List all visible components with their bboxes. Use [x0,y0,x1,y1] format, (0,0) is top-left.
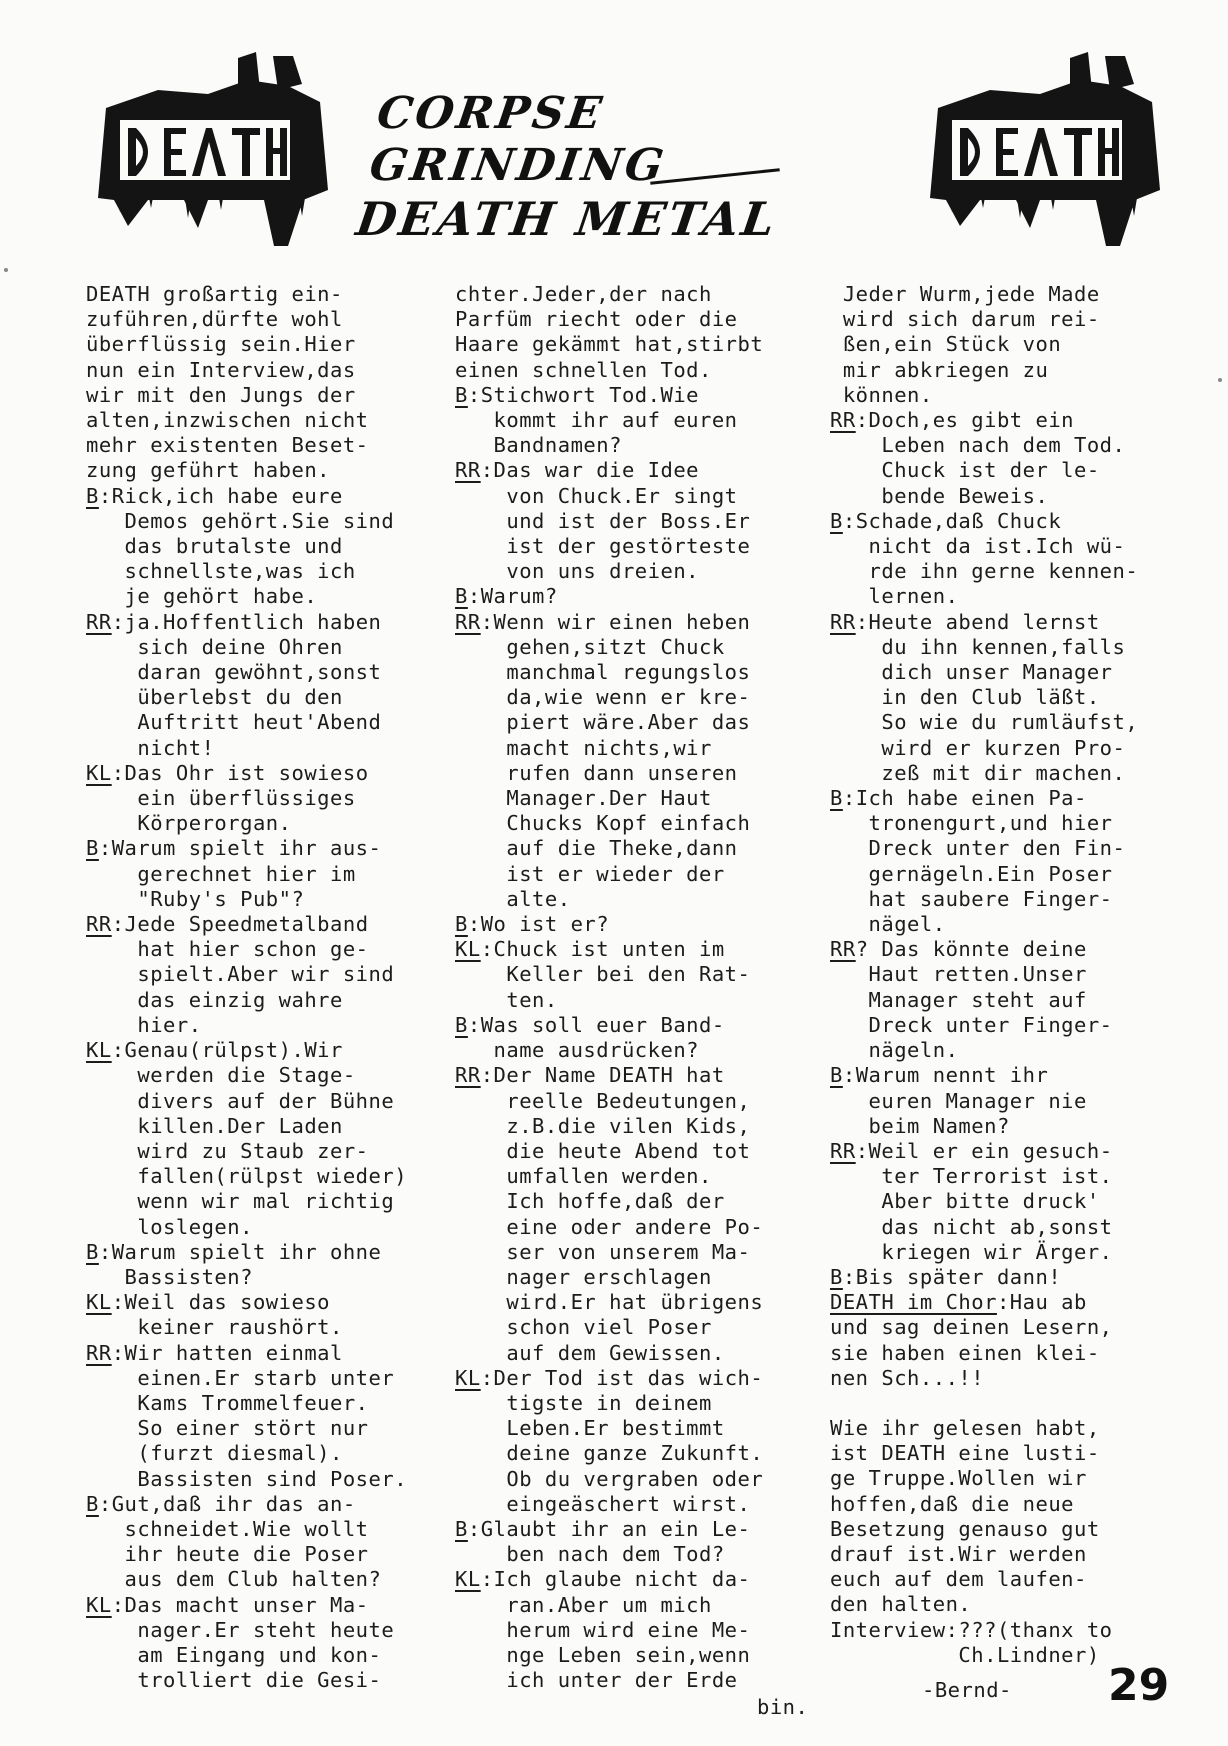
closing-paragraph: Wie ihr gelesen habt, ist DEATH eine lusti- ge Truppe.Wollen wir hoffen,daß die neue Besetzung genauso gut drauf ist.Wir werden euch auf dem laufen- den halten. [830,1415,1100,1617]
speaker-tag: RR [86,912,112,937]
interview-entry [455,584,825,609]
entry-text: Warum nennt ihr euren Manager nie beim Namen? [855,1063,1087,1138]
interview-entry [830,610,1170,786]
speaker-tag: B [830,1063,843,1088]
speaker-separator: : [480,1567,494,1592]
speaker-separator: : [480,1063,494,1088]
text-column-2 [455,282,825,1693]
speaker-tag: KL [86,1592,112,1617]
speaker-separator: : [111,609,125,634]
page-number: 29 [1108,1660,1170,1711]
speaker-tag: RR [455,458,481,483]
speaker-tag: B [455,912,468,937]
entry-text: Wenn wir einen heben gehen,sitzt Chuck manchmal regungslos da,wie wenn er kre- piert wäre.Aber das macht nichts,wir rufen dann unseren Manager.Der Haut Chucks Kopf einfach auf die Theke,dann ist er wieder der alte. [493,609,751,911]
interview-entry [830,1063,1170,1139]
interview-entry [830,1290,1170,1391]
entry-text: Weil er ein gesuch- ter Terrorist ist. Aber bitte druck' das nicht ab,sonst kriegen wir Ärger. [868,1138,1113,1264]
interview-entry [455,937,825,1013]
speaker-tag: DEATH im Chor [830,1290,997,1315]
entry-text: Heute abend lernst du ihn kennen,falls dich unser Manager in den Club läßt. So wie du rumläufst, wird er kurzen Pro- zeß mit dir machen. [868,609,1139,785]
speaker-separator: : [111,912,125,937]
interview-entry [830,1265,1170,1290]
entry-text: Der Name DEATH hat reelle Bedeutungen, z.B.die vilen Kids, die heute Abend tot umfallen werden. Ich hoffe,daß der eine oder andere Po- ser von unserem Ma- nager erschlagen wird.Er hat übrigens schon viel Poser auf dem Gewissen. [493,1063,764,1365]
entry-text: Ich glaube nicht da- ran.Aber um mich herum wird eine Me- nge Leben sein,wenn ich unter der Erde [493,1567,751,1693]
interview-entry [86,1341,456,1492]
speaker-tag: KL [455,1567,481,1592]
interview-entry [455,610,825,912]
interview-entry [86,1240,456,1290]
speaker-separator: : [480,937,494,962]
interview-entry [455,1517,825,1567]
interview-entries [455,383,825,1694]
speaker-separator: : [480,1365,494,1390]
interview-entry [455,383,825,459]
speaker-separator: : [842,1063,856,1088]
speaker-tag: B [455,584,468,609]
speaker-tag: RR [455,1063,481,1088]
speaker-separator: : [98,483,112,508]
entry-text: Warum spielt ihr ohne Bassisten? [111,1239,382,1289]
speaker-tag: KL [455,937,481,962]
interview-entry [830,937,1170,1063]
interview-entries [830,408,1170,1391]
scan-speck [4,268,8,272]
speaker-tag: B [455,1516,468,1541]
speaker-separator: : [855,609,869,634]
speaker-tag: B [455,382,468,407]
entry-text: Das war die Idee von Chuck.Er singt und ist der Boss.Er ist der gestörteste von uns dreien. [493,458,751,584]
interview-entry [830,786,1170,937]
entry-text: Das macht unser Ma- nager.Er steht heute am Eingang und kon- trolliert die Gesi- [124,1592,395,1693]
speaker-tag: B [86,1491,99,1516]
entry-text: Ich habe einen Pa- tronengurt,und hier Dreck unter den Fin- gernägeln.Ein Poser hat saubere Finger- nägel. [855,786,1126,937]
entry-text: Schade,daß Chuck nicht da ist.Ich wü- rde ihn gerne kennen- lernen. [855,508,1139,609]
entry-text: Das könnte deine Haut retten.Unser Manager steht auf Dreck unter Finger- nägeln. [868,937,1113,1063]
entry-text: Warum? [480,584,558,609]
speaker-tag: RR [830,937,856,962]
speaker-tag: KL [455,1365,481,1390]
speaker-separator: : [98,836,112,861]
interview-entry [86,484,456,610]
speaker-tag: RR [455,609,481,634]
interview-entries [86,484,456,1694]
interview-entry [86,610,456,761]
speaker-separator: : [467,1012,481,1037]
entry-text: Bis später dann! [855,1264,1062,1289]
interview-entry [455,1366,825,1517]
interview-entry [86,836,456,912]
entry-text: Gut,daß ihr das an- schneidet.Wie wollt ihr heute die Poser aus dem Club halten? [111,1491,382,1592]
speaker-separator: : [111,1038,125,1063]
article-headline [352,88,841,246]
speaker-tag: KL [86,760,112,785]
entry-text: Rick,ich habe eure Demos gehört.Sie sind das brutalste und schnellste,was ich je gehört habe. [111,483,395,609]
speaker-separator: : [111,1592,125,1617]
interview-entry [830,509,1170,610]
speaker-tag: B [830,1264,843,1289]
entry-text: Was soll euer Band- name ausdrücken? [480,1012,725,1063]
speaker-separator: : [480,458,494,483]
speaker-separator: : [467,584,481,609]
speaker-separator: : [111,1290,125,1315]
speaker-separator: : [855,408,869,433]
speaker-separator: : [842,786,856,811]
entry-text: Chuck ist unten im Keller bei den Rat- ten. [493,937,751,1012]
intro-paragraph: DEATH großartig ein- zuführen,dürfte wohl überflüssig sein.Hier nun ein Interview,das wir mit den Jungs der alten,inzwischen nicht mehr existenten Beset- zung geführt haben. [86,282,369,483]
interview-entry [86,1593,456,1694]
speaker-tag: KL [86,1290,112,1315]
speaker-tag: RR [86,609,112,634]
speaker-separator: : [996,1290,1010,1315]
death-logo-art [88,50,338,250]
speaker-tag: B [86,483,99,508]
speaker-tag: RR [86,1340,112,1365]
speaker-separator: : [111,760,125,785]
text-column-1 [86,282,456,1693]
speaker-separator: : [480,609,494,634]
entry-text: Doch,es gibt ein Leben nach dem Tod. Chuck ist der le- bende Beweis. [868,408,1126,508]
entry-text: Hau ab und sag deinen Lesern, sie haben einen klei- nen Sch...!! [830,1290,1113,1390]
interview-entry [86,1038,456,1240]
speaker-tag: B [830,786,843,811]
speaker-tag: B [455,1012,468,1037]
entry-text: Weil das sowieso keiner raushört. [124,1290,343,1340]
entry-text: Das Ohr ist sowieso ein überflüssiges Körperorgan. [124,760,369,836]
speaker-tag: B [830,508,843,533]
speaker-separator: : [855,1138,869,1163]
interview-entry [830,1139,1170,1265]
entry-text: Warum spielt ihr aus- gerechnet hier im "Ruby's Pub"? [111,836,382,911]
speaker-separator: : [111,1340,125,1365]
interview-credit: Interview:???(thanx to Ch.Lindner) [830,1617,1113,1667]
speaker-separator: : [98,1491,112,1516]
speaker-separator: : [467,382,481,407]
paragraph-gap [830,1391,1170,1416]
speaker-tag: KL [86,1038,112,1063]
speaker-separator: ? [855,937,869,962]
entry-text: Genau(rülpst).Wir werden die Stage- divers auf der Bühne killen.Der Laden wird zu Staub zer- fallen(rülpst wieder) wenn wir mal richtig loslegen. [124,1038,408,1239]
author-signature: -Bernd- [922,1678,1012,1702]
interview-entry [86,912,456,1038]
speaker-tag: RR [830,408,856,433]
speaker-tag: RR [830,1138,856,1163]
death-logo-right [920,50,1170,250]
scan-speck [1218,378,1222,382]
speaker-tag: B [86,1239,99,1264]
speaker-tag: RR [830,609,856,634]
speaker-tag: B [86,836,99,861]
speaker-separator: : [98,1239,112,1264]
interview-entry [86,1492,456,1593]
headline-line-1: CORPSE GRINDING [366,88,670,191]
entry-text: Stichwort Tod.Wie kommt ihr auf euren Bandnamen? [480,382,738,458]
entry-text: Wo ist er? [480,912,610,937]
speaker-separator: : [467,912,481,937]
headline-line-2: DEATH METAL [352,192,782,246]
continued-word: bin. [757,1695,809,1719]
interview-entry [86,1290,456,1340]
entry-text: Jede Speedmetalband hat hier schon ge- spielt.Aber wir sind das einzig wahre hier. [124,912,395,1037]
death-logo-left [88,50,338,250]
interview-entry [455,1013,825,1063]
continued-paragraph: Jeder Wurm,jede Made wird sich darum rei- ßen,ein Stück von mir abkriegen zu können. [842,282,1100,407]
interview-entry [455,1567,825,1693]
interview-entry [86,761,456,837]
entry-text: Wir hatten einmal einen.Er starb unter Kams Trommelfeuer. So einer stört nur (furzt diesmal). Bassisten sind Poser. [124,1340,408,1491]
interview-entry [455,912,825,937]
entry-text: Der Tod ist das wich- tigste in deinem Leben.Er bestimmt deine ganze Zukunft. Ob du vergraben oder eingeäschert wirst. [493,1365,764,1516]
interview-entry [455,1063,825,1365]
interview-entry [455,458,825,584]
speaker-separator: : [842,508,856,533]
speaker-separator: : [842,1264,856,1289]
interview-entry [830,408,1170,509]
death-logo-art [920,50,1170,250]
speaker-separator: : [467,1516,481,1541]
continued-paragraph: chter.Jeder,der nach Parfüm riecht oder die Haare gekämmt hat,stirbt einen schnellen Tod. [455,282,764,382]
entry-text: Glaubt ihr an ein Le- ben nach dem Tod? [480,1516,751,1567]
text-column-3 [830,282,1170,1668]
entry-text: ja.Hoffentlich haben sich deine Ohren daran gewöhnt,sonst überlebst du den Auftritt heut'Abend nicht! [124,609,382,760]
